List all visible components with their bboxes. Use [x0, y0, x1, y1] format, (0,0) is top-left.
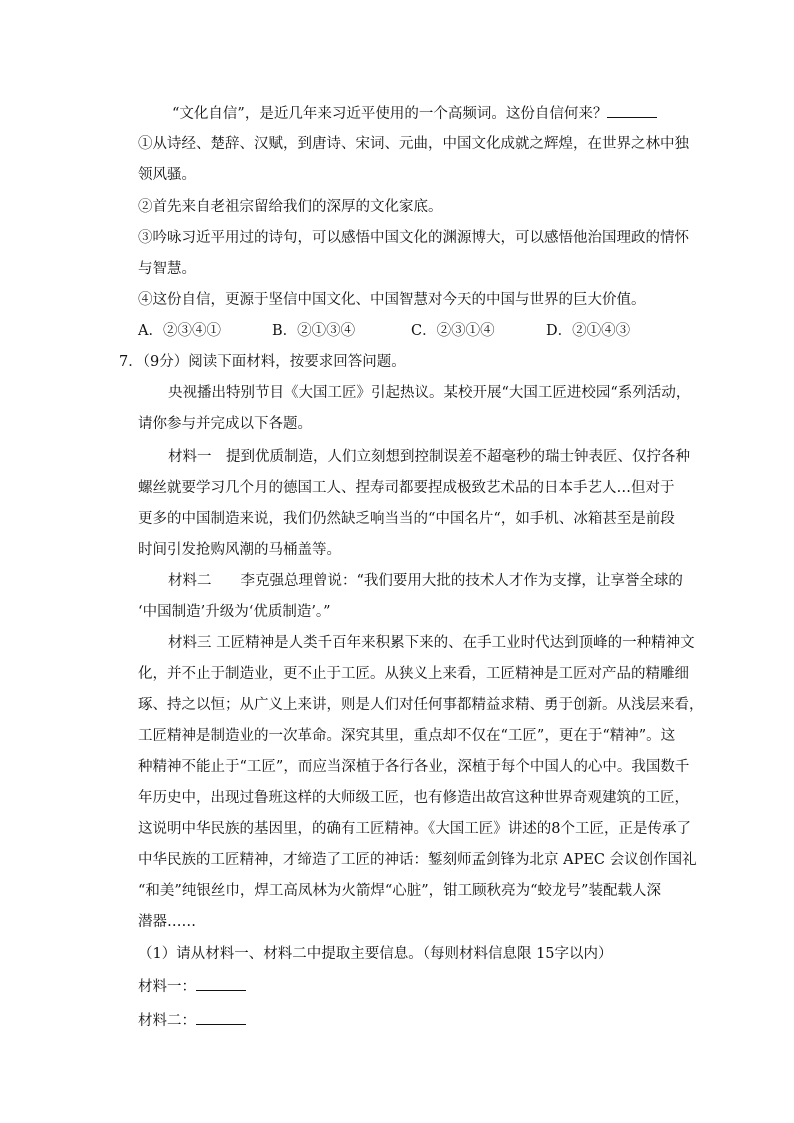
q7-header: 7．（9分）阅读下面材料，按要求回答问题。 — [119, 354, 406, 370]
sub-question-1: （1）请从材料一、材料二中提取主要信息。（每则材料信息限 15字以内） — [138, 946, 613, 962]
material-1-line-3: 更多的中国制造来说，我们仍然缺乏响当当的“中国名片“，如手机、冰箱甚至是前段 — [138, 511, 675, 527]
material-1-line-1: 材料一 提到优质制造，人们立刻想到控制误差不超毫秒的瑞士钟表匠、仅拧各种 — [168, 449, 690, 465]
material-2-line-1: 材料二 李克强总理曾说：“我们要用大批的技术人才作为支撑，让享誉全球的 — [168, 573, 683, 589]
q6-item-1-line-1: ①从诗经、楚辞、汉赋，到唐诗、宋词、元曲，中国文化成就之辉煌，在世界之林中独 — [138, 136, 689, 152]
q6-option-c[interactable]: C．②③①④ — [411, 323, 495, 339]
material-3-line-10: 潜器…… — [138, 914, 196, 930]
answer-blank[interactable] — [607, 103, 657, 118]
material-3-line-2: 化，并不止于制造业，更不止于工匠。从狭义上来看，工匠精神是工匠对产品的精雕细 — [138, 666, 689, 682]
answer-label-2: 材料二： — [138, 1013, 196, 1029]
material-1-line-4: 时间引发抢购风潮的马桶盖等。 — [138, 542, 341, 558]
q6-option-a[interactable]: A．②③④① — [138, 323, 221, 339]
material-3-line-1: 材料三 工匠精神是人类千百年来积累下来的、在手工业时代达到顶峰的一种精神文 — [168, 635, 695, 651]
answer-blank-2[interactable] — [196, 1010, 246, 1025]
q6-stem — [172, 103, 657, 124]
material-3-line-9: “和美”纯银丝巾，焊工高凤林为火箭焊“心脏”，钳工顾秋亮为“蛟龙号”装配载人深 — [138, 883, 661, 899]
material-3-line-7: 这说明中华民族的基因里，的确有工匠精神。《大国工匠》讲述的8个工匠，正是传承了 — [138, 821, 691, 837]
q6-item-4: ④这份自信，更源于坚信中国文化、中国智慧对今天的中国与世界的巨大价值。 — [138, 292, 646, 308]
q6-item-2: ②首先来自老祖宗留给我们的深厚的文化家底。 — [138, 199, 443, 215]
material-3-line-4: 工匠精神是制造业的一次革命。深究其里，重点却不仅在“工匠”，更在于“精神”。这 — [138, 728, 676, 744]
material-2-line-2: ‘中国制造’升级为‘优质制造’。” — [138, 604, 331, 620]
material-3-line-5: 种精神不能止于“工匠”，而应当深植于各行各业，深植于每个中国人的心中。我国数千 — [138, 759, 690, 775]
answer-blank-1[interactable] — [196, 976, 246, 991]
material-3-line-8: 中华民族的工匠精神，才缔造了工匠的神话：錾刻师孟剑锋为北京 APEC 会议创作国礼 — [138, 852, 697, 868]
answer-label-1: 材料一： — [138, 979, 196, 995]
q6-option-d[interactable]: D．②①④③ — [546, 323, 631, 339]
material-3-line-3: 琢、持之以恒；从广义上来讲，则是人们对任何事都精益求精、勇于创新。从浅层来看， — [138, 697, 704, 713]
q7-intro-line-1: 央视播出特别节目《大国工匠》引起热议。某校开展“大国工匠进校园“系列活动， — [168, 385, 691, 401]
answer-line-2 — [138, 1010, 246, 1031]
q6-stem-text: “文化自信”，是近几年来习近平使用的一个高频词。这份自信何来？ — [172, 106, 608, 122]
q6-item-1-line-2: 领风骚。 — [138, 167, 196, 183]
answer-line-1 — [138, 976, 246, 997]
q6-item-3-line-1: ③吟咏习近平用过的诗句，可以感悟中国文化的渊源博大，可以感悟他治国理政的情怀 — [138, 230, 689, 246]
material-3-line-6: 年历史中，出现过鲁班这样的大师级工匠，也有修造出故宫这种世界奇观建筑的工匠， — [138, 790, 689, 806]
material-1-line-2: 螺丝就要学习几个月的德国工人、捏寿司都要捏成极致艺术品的日本手艺人…但对于 — [138, 480, 675, 496]
q7-intro-line-2: 请你参与并完成以下各题。 — [138, 416, 312, 432]
q6-option-b[interactable]: B．②①③④ — [272, 323, 356, 339]
q6-item-3-line-2: 与智慧。 — [138, 261, 196, 277]
